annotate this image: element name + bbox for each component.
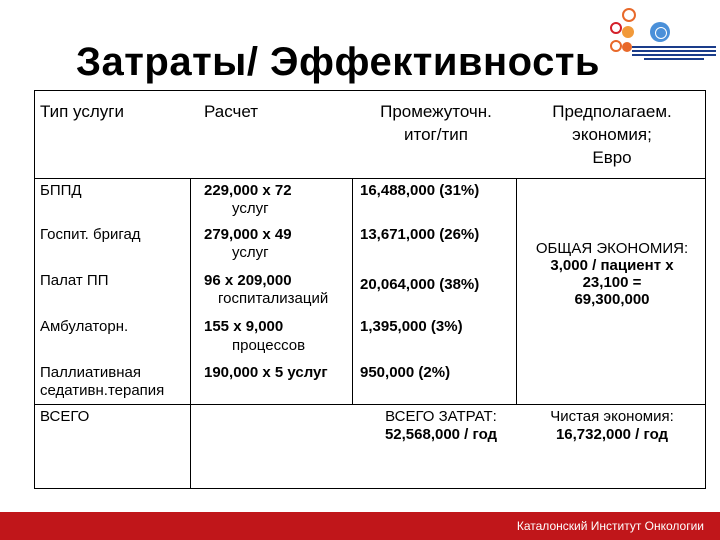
row-type: Паллиативная седативн.терапия	[40, 364, 165, 399]
total-divider	[34, 404, 706, 405]
footer-bar	[0, 512, 720, 540]
total-costs: ВСЕГО ЗАТРАТ: 52,568,000 / год	[384, 408, 498, 443]
un-emblem-icon	[650, 22, 670, 42]
footer-institute-name: Каталонский Институт Онкологии	[516, 519, 704, 533]
page-title: Затраты/ Эффективность	[76, 40, 601, 84]
row-type: БППД	[40, 182, 82, 199]
row-calc: 229,000 x 72	[204, 182, 292, 199]
row-calc-unit: услуг	[232, 200, 269, 217]
row-calc: 155 x 9,000	[204, 318, 284, 335]
net-savings: Чистая экономия: 16,732,000 / год	[550, 408, 674, 443]
col-divider-2	[352, 178, 353, 404]
un-logo-text-lines	[632, 44, 716, 62]
row-calc: 96 x 209,000	[204, 272, 292, 289]
col-divider-1	[190, 178, 191, 488]
row-calc-unit: услуг	[232, 244, 269, 261]
row-type: Госпит. бригад	[40, 226, 141, 243]
row-calc-unit: госпитализаций	[218, 290, 329, 307]
total-savings-note: ОБЩАЯ ЭКОНОМИЯ: 3,000 / пациент x 23,100 = 69,300,000	[535, 240, 689, 308]
header-divider	[34, 178, 706, 179]
header-service-type: Тип услуги	[40, 102, 124, 121]
row-subtotal: 1,395,000 (3%)	[360, 318, 463, 335]
row-calc: 279,000 x 49	[204, 226, 292, 243]
header-expected-savings: Предполагаем. экономия; Евро	[552, 102, 672, 167]
row-subtotal: 16,488,000 (31%)	[360, 182, 480, 199]
total-label: ВСЕГО	[40, 408, 90, 425]
row-subtotal: 950,000 (2%)	[360, 364, 451, 381]
row-type: Амбулаторн.	[40, 318, 129, 335]
row-subtotal: 20,064,000 (38%)	[360, 276, 480, 293]
row-type: Палат ПП	[40, 272, 109, 289]
row-calc-unit: процессов	[232, 337, 306, 354]
row-subtotal: 13,671,000 (26%)	[360, 226, 480, 243]
col-divider-3	[516, 178, 517, 404]
row-calc: 190,000 x 5 услуг	[204, 364, 328, 381]
header-calculation: Расчет	[204, 102, 259, 121]
header-subtotal: Промежуточн. итог/тип	[380, 102, 492, 144]
